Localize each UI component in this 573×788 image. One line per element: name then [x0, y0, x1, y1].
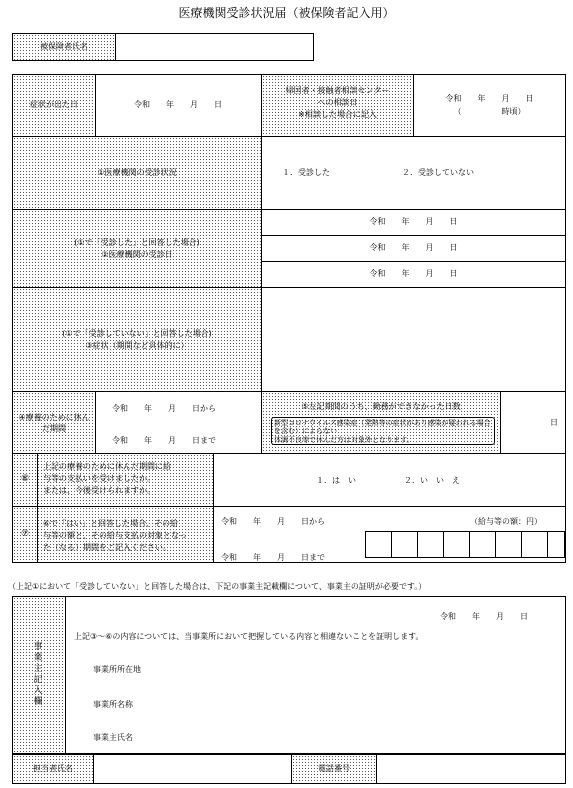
visit-dates-label-cell: [13, 210, 261, 287]
salary-detail-text-3: た（なる）期間をご記入ください。: [43, 543, 171, 552]
visit-option-no[interactable]: ２．受診していない: [402, 168, 474, 177]
visit-date-2[interactable]: 令和 年 月 日: [369, 243, 458, 252]
consult-time[interactable]: （ 時頃）: [453, 107, 526, 116]
employer-date[interactable]: 令和 年 月 日: [440, 612, 528, 621]
person-field[interactable]: [94, 755, 291, 783]
visit-status-label: ①医療機関の受診状況: [97, 168, 177, 177]
consult-label-3: ※相談した場合に記入: [298, 110, 377, 119]
employer-address-label: 事業所所在地: [93, 665, 141, 674]
insured-name-field[interactable]: [115, 33, 314, 61]
salary-detail-num: ⑦: [20, 529, 30, 539]
symptoms-label-cell: [13, 288, 261, 391]
consult-label-1: 帰国者・接触者相談センター: [285, 86, 390, 95]
person-label: 担当者氏名: [33, 764, 73, 773]
employer-certify-text: 上記③～⑥の内容については、当事業所において把握している内容と相違ないことを証明します。: [74, 632, 424, 641]
amount-digit-box[interactable]: [495, 531, 522, 558]
salary-answer-no[interactable]: ２．い い え: [404, 476, 460, 485]
employer-name-label: 事業所名称: [93, 700, 133, 709]
salary-amount-label: （給与等の額：円）: [470, 517, 542, 526]
unable-days-note-2: 体調不良等で休んだ方は対象外となります。: [274, 436, 414, 444]
consult-date[interactable]: 令和 年 月 日: [445, 94, 534, 103]
absence-to[interactable]: 令和 年 月 日まで: [112, 436, 216, 445]
amount-digit-box[interactable]: [391, 531, 418, 558]
visit-option-yes[interactable]: １．受診した: [282, 168, 330, 177]
onset-label: 症状が出た日: [30, 100, 78, 109]
amount-digit-box[interactable]: [365, 531, 392, 558]
symptoms-field[interactable]: [262, 288, 565, 391]
phone-label: 電話番号: [318, 764, 350, 773]
amount-digit-box[interactable]: [417, 531, 444, 558]
employer-note: （上記①において「受診していない」と回答した場合は、下記の事業主記載欄について、事業主の証明が必要です。）: [8, 582, 427, 591]
unable-days-note-1: 新型コロナウイルス感染症（発熱等の症状があり感染が疑われる場合を含む）によらない: [274, 419, 491, 435]
amount-digit-box[interactable]: [469, 531, 496, 558]
visit-date-3[interactable]: 令和 年 月 日: [369, 269, 458, 278]
salary-detail-text-2: 与等の額と、その給与支払の対象となっ: [43, 531, 187, 540]
page-title: 医療機関受診状況届（被保険者記入用）: [178, 6, 395, 20]
salary-text-3: または、今後受けられますか。: [43, 486, 155, 495]
employer-owner-label: 事業主氏名: [93, 733, 133, 742]
salary-text-1: 上記の療養のために休んだ期間に給: [43, 462, 171, 471]
salary-detail-text-1: ⑥で「はい」と回答した場合、その給: [43, 519, 179, 528]
amount-digit-box[interactable]: [443, 531, 470, 558]
visit-dates-label-1: (①で「受診した」と回答した場合): [74, 238, 200, 247]
salary-text-2: 与等の支払いを受けましたか。: [43, 474, 155, 483]
amount-digit-box[interactable]: [521, 531, 548, 558]
salary-answer-yes[interactable]: １．は い: [316, 476, 356, 485]
symptoms-label-1: (①で「受診していない」と回答した場合): [62, 329, 212, 338]
absence-label: ④療養のために休んだ期間: [18, 413, 90, 433]
amount-digit-box[interactable]: [547, 531, 565, 558]
visit-date-1[interactable]: 令和 年 月 日: [369, 217, 458, 226]
employer-side-label: 事業主記入欄: [33, 642, 43, 707]
unable-days-label: ⑤左記期間のうち、勤務ができなかった日数: [301, 402, 461, 411]
salary-detail-from[interactable]: 令和 年 月 日から: [221, 517, 325, 526]
consult-label-2: への相談日: [317, 98, 358, 107]
absence-from[interactable]: 令和 年 月 日から: [112, 404, 216, 413]
phone-field[interactable]: [377, 755, 565, 783]
salary-detail-to[interactable]: 令和 年 月 日まで: [221, 553, 325, 562]
visit-dates-label-2: ②医療機関の受診日: [101, 250, 173, 259]
salary-num: ⑥: [20, 474, 30, 484]
days-unit: 日: [550, 418, 558, 427]
onset-date[interactable]: 令和 年 月 日: [134, 100, 222, 109]
insured-name-label: 被保険者氏名: [40, 42, 88, 51]
symptoms-label-2: ③症状（期間など具体的に）: [85, 341, 189, 350]
